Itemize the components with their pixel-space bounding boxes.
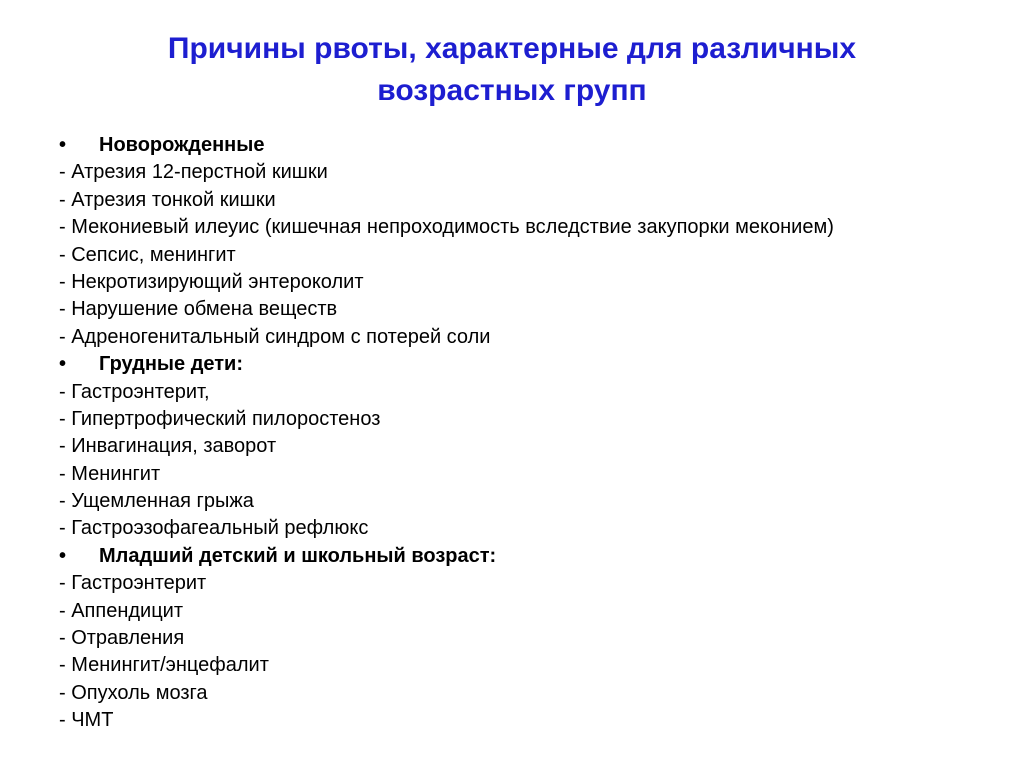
- list-item: - Отравления: [59, 627, 185, 650]
- section-heading-infants: [59, 351, 999, 378]
- section-heading-school-age: [59, 543, 999, 570]
- slide-title: [0, 28, 1024, 112]
- list-item: - Гастроэнтерит,: [59, 380, 210, 403]
- section-heading-newborns: [59, 132, 999, 159]
- list-item: - Опухоль мозга: [59, 681, 208, 704]
- section-heading-label: Грудные дети:: [99, 353, 243, 376]
- slide-title-line-2: возрастных групп: [377, 74, 647, 107]
- list-item: - Ущемленная грыжа: [59, 490, 254, 513]
- bullet-icon: •: [59, 544, 67, 567]
- list-item: - Адреногенитальный синдром с потерей соли: [59, 325, 491, 348]
- list-item: - Инвагинация, заворот: [59, 435, 277, 458]
- section-heading-label: Новорожденные: [99, 134, 265, 156]
- section-heading-label: Младший детский и школьный возраст:: [99, 544, 497, 567]
- list-item: - Менингит/энцефалит: [59, 654, 269, 677]
- list-item: - Сепсис, менингит: [59, 243, 236, 266]
- list-item: - Некротизирующий энтероколит: [59, 270, 364, 293]
- list-item: - ЧМТ: [59, 709, 114, 732]
- bullet-icon: •: [59, 353, 67, 376]
- list-item: - Мекониевый илеуис (кишечная непроходимость вследствие закупорки меконием): [59, 216, 834, 239]
- list-item: - Атрезия 12-перстной кишки: [59, 161, 328, 184]
- slide-body: [59, 132, 999, 735]
- list-item: - Менингит: [59, 462, 161, 485]
- list-item: - Гипертрофический пилоростеноз: [59, 407, 381, 430]
- list-item: - Гастроэнтерит: [59, 572, 207, 595]
- list-item: - Аппендицит: [59, 599, 184, 622]
- bullet-icon: •: [59, 134, 67, 156]
- list-item: - Гастроэзофагеальный рефлюкс: [59, 517, 369, 540]
- slide-title-line-1: Причины рвоты, характерные для различных: [167, 32, 857, 65]
- list-item: - Нарушение обмена веществ: [59, 298, 338, 321]
- list-item: - Атрезия тонкой кишки: [59, 188, 276, 211]
